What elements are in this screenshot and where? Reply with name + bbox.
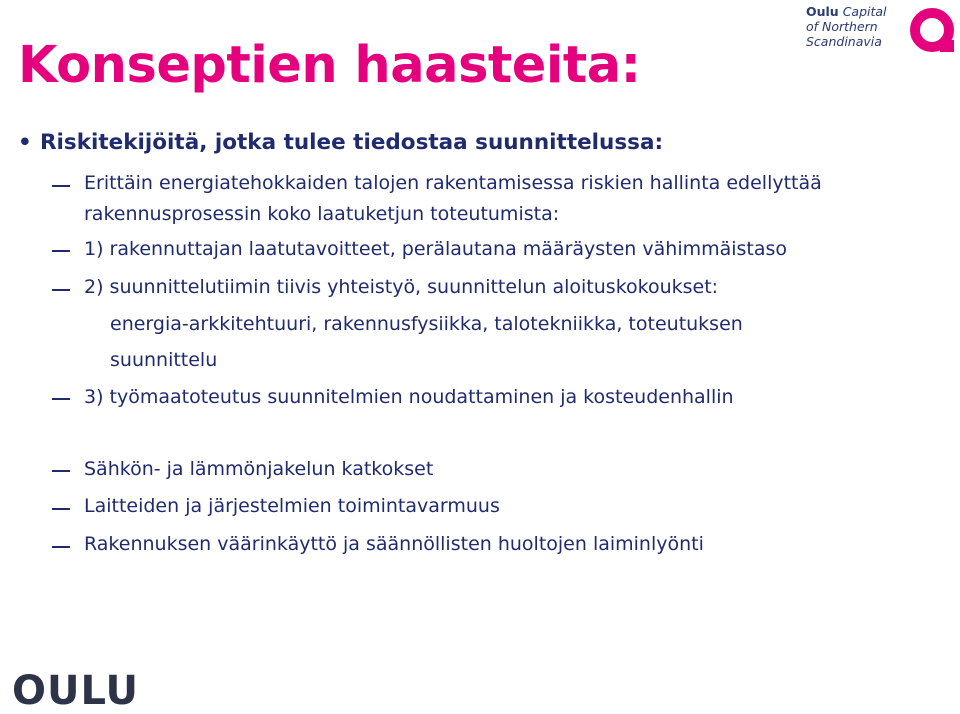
slide-title: Konseptien haasteita:	[18, 36, 641, 95]
list-item: Sähkön- ja lämmönjakelun katkokset	[84, 458, 434, 480]
list-item: 3) työmaatoteutus suunnitelmien noudattaminen ja kosteudenhallin	[84, 386, 734, 408]
bullet-dot-icon: •	[18, 130, 32, 155]
dash-icon	[52, 250, 70, 252]
list-item: suunnittelu	[110, 349, 218, 371]
list-item: Laitteiden ja järjestelmien toimintavarmuus	[84, 495, 500, 517]
dash-icon	[52, 470, 70, 472]
logo-line1-bold: Oulu	[806, 4, 839, 19]
main-bullet-text: Riskitekijöitä, jotka tulee tiedostaa suunnittelussa:	[40, 130, 664, 155]
logo-line1-rest: Capital	[842, 4, 887, 19]
oulu-footer-logo: OULU	[12, 668, 140, 714]
dash-icon	[52, 398, 70, 400]
list-item: 1) rakennuttajan laatutavoitteet, perälautana määräysten vähimmäistaso	[84, 238, 788, 260]
logo-ring-icon	[910, 6, 956, 54]
dash-icon	[52, 508, 70, 510]
list-item: 2) suunnittelutiimin tiivis yhteistyö, suunnittelun aloituskokoukset:	[84, 276, 719, 298]
oulu-capital-logo	[806, 4, 956, 60]
dash-icon	[52, 546, 70, 548]
list-item: rakennusprosessin koko laatuketjun toteutumista:	[84, 203, 560, 225]
main-bullet	[18, 130, 663, 155]
list-item: energia-arkkitehtuuri, rakennusfysiikka, talotekniikka, toteutuksen	[110, 313, 743, 335]
dash-icon	[52, 185, 70, 187]
logo-line2: of Northern	[806, 19, 878, 34]
list-item: Erittäin energiatehokkaiden talojen rakentamisessa riskien hallinta edellyttää	[84, 172, 822, 194]
logo-line3: Scandinavia	[806, 34, 882, 49]
list-item: Rakennuksen väärinkäyttö ja säännöllisten huoltojen laiminlyönti	[84, 533, 704, 555]
dash-icon	[52, 289, 70, 291]
